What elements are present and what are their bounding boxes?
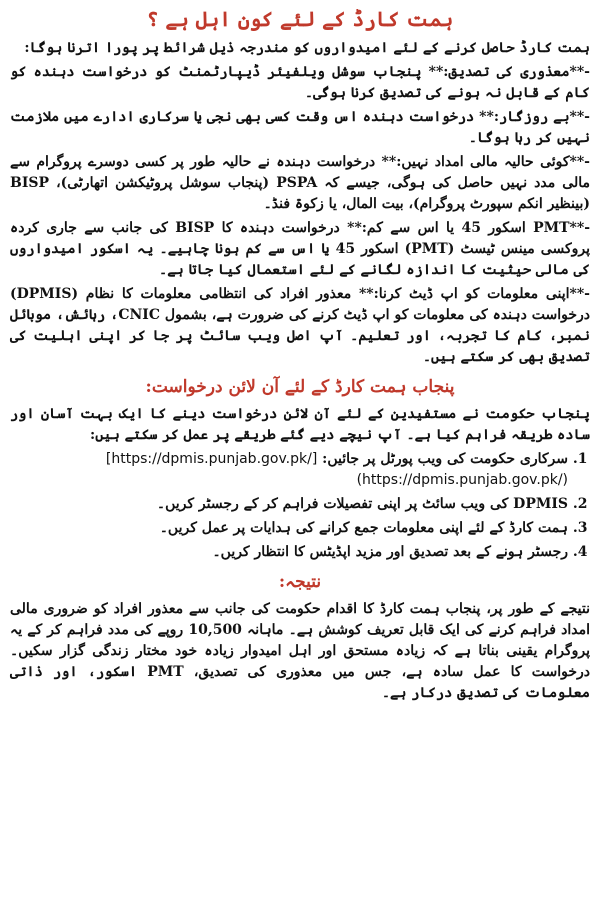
step-1-text: سرکاری حکومت کی ویب پورٹل پر جائیں: bbox=[322, 451, 568, 467]
steps-list bbox=[10, 449, 590, 563]
criterion-update-info: -**اپنی معلومات کو اپ ڈیٹ کرنا:** معذور افراد کی انتظامی معلومات کا نظام (DPMIS) درخواست دہندہ کی معلومات کو اپ ڈیٹ کرنے کی ضرورت ہے، بشمول CNIC، رہائش، موبائل نمبر، کام کا تجربہ، اور تعلیم۔ آپ اصل ویب سائٹ پر جا کر اپنی اہلیت کی تصدیق بھی کر سکتے ہیں۔ bbox=[10, 286, 591, 365]
online-application-heading: پنجاب ہمت کارڈ کے لئے آن لائن درخواست: bbox=[145, 377, 455, 397]
list-item: 2. DPMIS کی ویب سائٹ پر اپنی تفصیلات فراہم کر کے رجسٹر کریں۔ bbox=[10, 494, 568, 515]
criterion-disability: -**معذوری کی تصدیق:** پنجاب سوشل ویلفیئر ڈیپارٹمنٹ کو درخواست دہندہ کو کام کے قابل نہ ہونے کی تصدیق کرنا ہوگی۔ bbox=[10, 64, 590, 101]
criterion-pmt-score: -**PMT اسکور 45 یا اس سے کم:** درخواست دہندہ کا BISP کی جانب سے جاری کردہ پروکسی مینس ٹیسٹ (PMT) اسکور 45 یا اس سے کم ہونا چاہیے۔ یہ اسکور امیدواروں کی مالی حیثیت کا اندازہ لگانے کے لئے استعمال کیا جاتا ہے۔ bbox=[10, 220, 591, 278]
online-intro-paragraph: پنجاب حکومت نے مستفیدین کے لئے آن لائن درخواست دینے کا ایک بہت آسان اور سادہ طریقہ فراہم کیا ہے۔ آپ نیچے دیے گئے طریقے پر عمل کر سکتے ہیں: bbox=[10, 406, 590, 443]
intro-paragraph: ہمت کارڈ حاصل کرنے کے لئے امیدواروں کو مندرجہ ذیل شرائط پر پورا اترنا ہوگا: bbox=[24, 40, 590, 56]
conclusion-heading: نتیجہ: bbox=[278, 572, 322, 592]
conclusion-paragraph: نتیجے کے طور پر، پنجاب ہمت کارڈ کا اقدام حکومت کی جانب سے معذور افراد کو ضروری مالی امداد فراہم کرنے کی ایک قابل تعریف کوشش ہے۔ ماہانہ 10,500 روپے کی مدد فراہم کر کے یہ پروگرام یقینی بناتا ہے کہ زیادہ مستحق اور اہل امیدوار زیادہ خود مختار زندگی گزار سکیں۔ درخواست کا عمل سادہ ہے، جس میں معذوری کی تصدیق، PMT اسکور، اور ذاتی معلومات کی تصدیق درکار ہے۔ bbox=[10, 601, 591, 701]
list-item: 3. ہمت کارڈ کے لئے اپنی معلومات جمع کرانے کی ہدایات پر عمل کریں۔ bbox=[10, 518, 568, 539]
list-item: 4. رجسٹر ہونے کے بعد تصدیق اور مزید اپڈیٹس کا انتظار کریں۔ bbox=[10, 542, 568, 563]
list-item bbox=[10, 449, 568, 491]
criterion-unemployed: -**بے روزگار:** درخواست دہندہ اس وقت کسی بھی نجی یا سرکاری ادارے میں ملازمت نہیں کر رہا ہوگا۔ bbox=[10, 109, 590, 146]
criterion-no-financial-aid: -**کوئی حالیہ مالی امداد نہیں:** درخواست دہندہ نے حالیہ طور پر کسی دوسرے پروگرام سے مالی مدد نہیں حاصل کی ہوگی، جیسے کہ PSPA (پنجاب سوشل پروٹیکشن اتھارٹی)، BISP (بینظیر انکم سپورٹ پروگرام)، بیت المال، یا زکوۃ فنڈ۔ bbox=[10, 154, 590, 212]
page-title: ہمت کارڈ کے لئے کون اہل ہے ؟ bbox=[146, 7, 454, 31]
portal-link[interactable]: [https://dpmis.punjab.gov.pk/](https://dpmis.punjab.gov.pk/) bbox=[105, 451, 568, 488]
